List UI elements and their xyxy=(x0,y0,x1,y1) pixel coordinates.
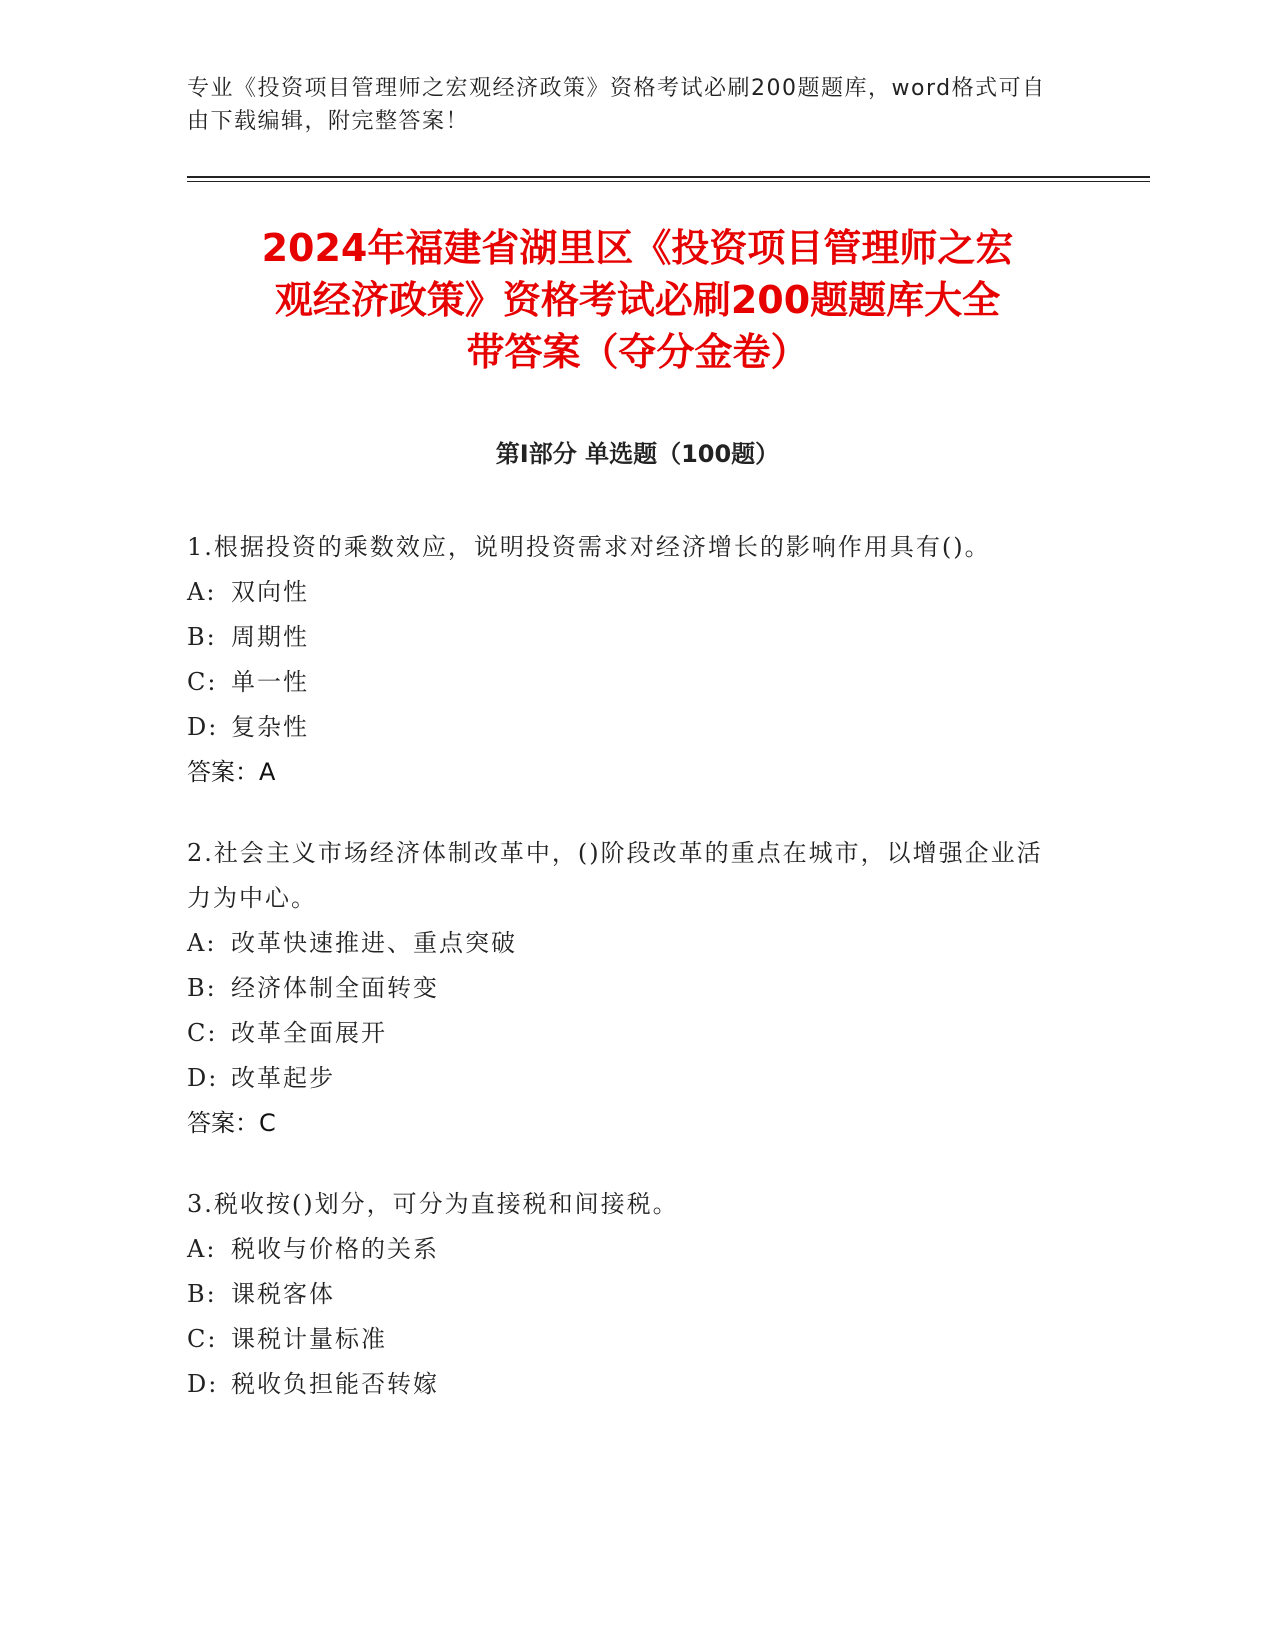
section-title: 第Ⅰ部分 单选题（100题） xyxy=(495,440,780,468)
option-letter: B: xyxy=(187,623,217,651)
option-text: 复杂性 xyxy=(231,713,309,741)
option-letter: D: xyxy=(187,1064,219,1092)
option-letter: C: xyxy=(187,1325,218,1353)
option-letter: B: xyxy=(187,1280,217,1308)
header-rule-thick xyxy=(187,176,1150,178)
option-text: 双向性 xyxy=(231,578,309,606)
option-text: 改革快速推进、重点突破 xyxy=(231,929,517,957)
option-letter: A: xyxy=(187,1235,217,1263)
question-answer: 答案：A xyxy=(187,758,276,786)
option-text: 课税计量标准 xyxy=(231,1325,387,1353)
document-title-line: 带答案（夺分金卷） xyxy=(466,330,809,374)
question-option xyxy=(187,1227,1067,1272)
question-answer: 答案：C xyxy=(187,1109,276,1137)
option-letter: D: xyxy=(187,713,219,741)
question-list xyxy=(187,525,1067,1443)
question-option xyxy=(187,615,1067,660)
option-letter: C: xyxy=(187,1019,218,1047)
option-letter: C: xyxy=(187,668,218,696)
option-text: 课税客体 xyxy=(231,1280,335,1308)
question-option xyxy=(187,1056,1067,1101)
question-item xyxy=(187,525,1067,795)
header-rule-thin xyxy=(187,181,1150,182)
document-title xyxy=(120,222,1155,378)
question-item xyxy=(187,831,1067,1146)
option-letter: D: xyxy=(187,1370,219,1398)
option-letter: B: xyxy=(187,974,217,1002)
question-option xyxy=(187,966,1067,1011)
header-note: 专业《投资项目管理师之宏观经济政策》资格考试必刷200题题库，word格式可自由下载编辑，附完整答案！ xyxy=(187,76,1046,134)
option-letter: A: xyxy=(187,578,217,606)
document-title-line: 2024年福建省湖里区《投资项目管理师之宏 xyxy=(261,226,1014,270)
question-option xyxy=(187,1362,1067,1407)
question-option xyxy=(187,921,1067,966)
question-option xyxy=(187,705,1067,750)
question-option xyxy=(187,660,1067,705)
question-option xyxy=(187,1011,1067,1056)
question-stem: 2.社会主义市场经济体制改革中，()阶段改革的重点在城市，以增强企业活力为中心。 xyxy=(187,839,1043,912)
question-stem: 3.税收按()划分，可分为直接税和间接税。 xyxy=(187,1190,679,1218)
option-text: 单一性 xyxy=(231,668,309,696)
document-title-line: 观经济政策》资格考试必刷200题题库大全 xyxy=(274,278,1001,322)
option-text: 经济体制全面转变 xyxy=(231,974,439,1002)
question-option xyxy=(187,1272,1067,1317)
option-text: 税收负担能否转嫁 xyxy=(231,1370,439,1398)
option-text: 周期性 xyxy=(231,623,309,651)
option-text: 改革起步 xyxy=(231,1064,335,1092)
option-text: 改革全面展开 xyxy=(231,1019,387,1047)
question-option xyxy=(187,1317,1067,1362)
question-stem: 1.根据投资的乘数效应，说明投资需求对经济增长的影响作用具有()。 xyxy=(187,533,991,561)
option-text: 税收与价格的关系 xyxy=(231,1235,439,1263)
option-letter: A: xyxy=(187,929,217,957)
question-item xyxy=(187,1182,1067,1407)
question-option xyxy=(187,570,1067,615)
